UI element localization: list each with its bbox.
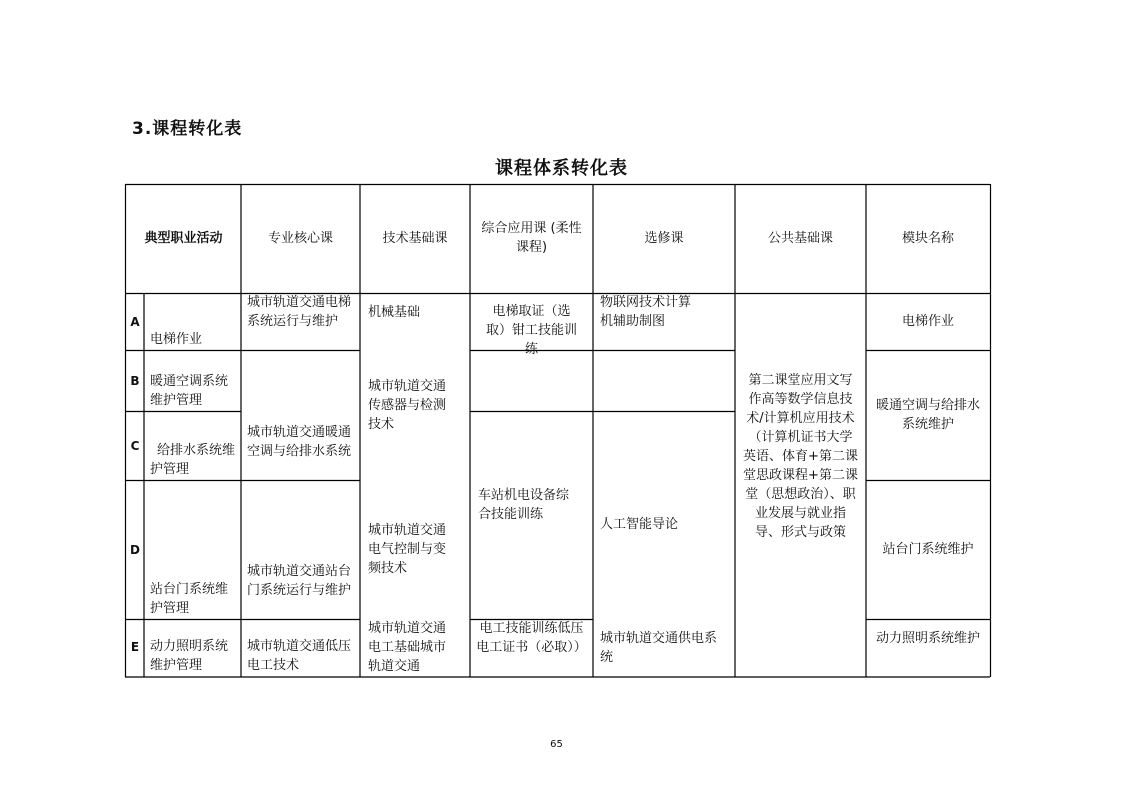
applied-course-e: 电工技能训练低压电工证书（必取））: [476, 621, 587, 655]
applied-course-a: 电梯取证（选取）钳工技能训练: [485, 304, 577, 357]
page-number: 65: [550, 739, 563, 750]
header-public-foundation: 公共基础课: [767, 231, 833, 246]
header-core-course: 专业核心课: [267, 231, 333, 246]
activity-b: 暖通空调系统维护管理: [150, 374, 229, 408]
row-letter-c: C: [130, 439, 140, 453]
activity-d: 站台门系统维护管理: [150, 582, 229, 616]
row-letter-a: A: [130, 315, 140, 329]
module-a: 电梯作业: [901, 314, 954, 329]
activity-c: 给排水系统维护管理: [150, 443, 236, 477]
row-letter-d: D: [130, 543, 140, 557]
core-course-bc: 城市轨道交通暖通空调与给排水系统: [247, 425, 352, 459]
row-letter-b: B: [130, 374, 140, 388]
header-elective: 选修课: [644, 231, 684, 246]
tech-course-e: 城市轨道交通电工基础城市轨道交通: [368, 621, 447, 674]
tech-course-d: 城市轨道交通电气控制与变频技术: [368, 523, 447, 576]
module-e: 动力照明系统维护: [875, 631, 980, 646]
table-title: 课程体系转化表: [495, 158, 628, 179]
elective-course-e: 城市轨道交通供电系统: [600, 631, 718, 665]
row-letter-e: E: [130, 640, 140, 654]
public-course-list: 第二课堂应用文写作高等数学信息技术/计算机应用技术（计算机证书大学英语、体育+第二课堂思政课程+第二课堂（思想政治）、职业发展与就业指导、形式与政策: [743, 373, 858, 540]
activity-e: 动力照明系统维护管理: [150, 639, 229, 673]
header-tech-foundation: 技术基础课: [382, 231, 448, 246]
header-activity: 典型职业活动: [144, 231, 223, 246]
core-course-d: 城市轨道交通站台门系统运行与维护: [247, 564, 352, 598]
core-course-e: 城市轨道交通低压电工技术: [247, 639, 352, 673]
applied-course-cd: 车站机电设备综合技能训练: [478, 488, 570, 522]
header-applied-course: 综合应用课 (柔性课程): [481, 221, 582, 255]
module-bc: 暖通空调与给排水系统维护: [875, 398, 980, 432]
activity-a: 电梯作业: [150, 332, 203, 347]
module-d: 站台门系统维护: [882, 542, 974, 557]
header-module-name: 模块名称: [901, 231, 954, 246]
elective-course-cd: 人工智能导论: [600, 517, 679, 532]
elective-course-a: 物联网技术计算机辅助制图: [600, 295, 692, 329]
tech-course-bc: 城市轨道交通传感器与检测技术: [368, 379, 447, 432]
section-title: 3.课程转化表: [132, 119, 243, 139]
core-course-a: 城市轨道交通电梯系统运行与维护: [247, 295, 352, 329]
tech-course-a: 机械基础: [368, 305, 421, 320]
